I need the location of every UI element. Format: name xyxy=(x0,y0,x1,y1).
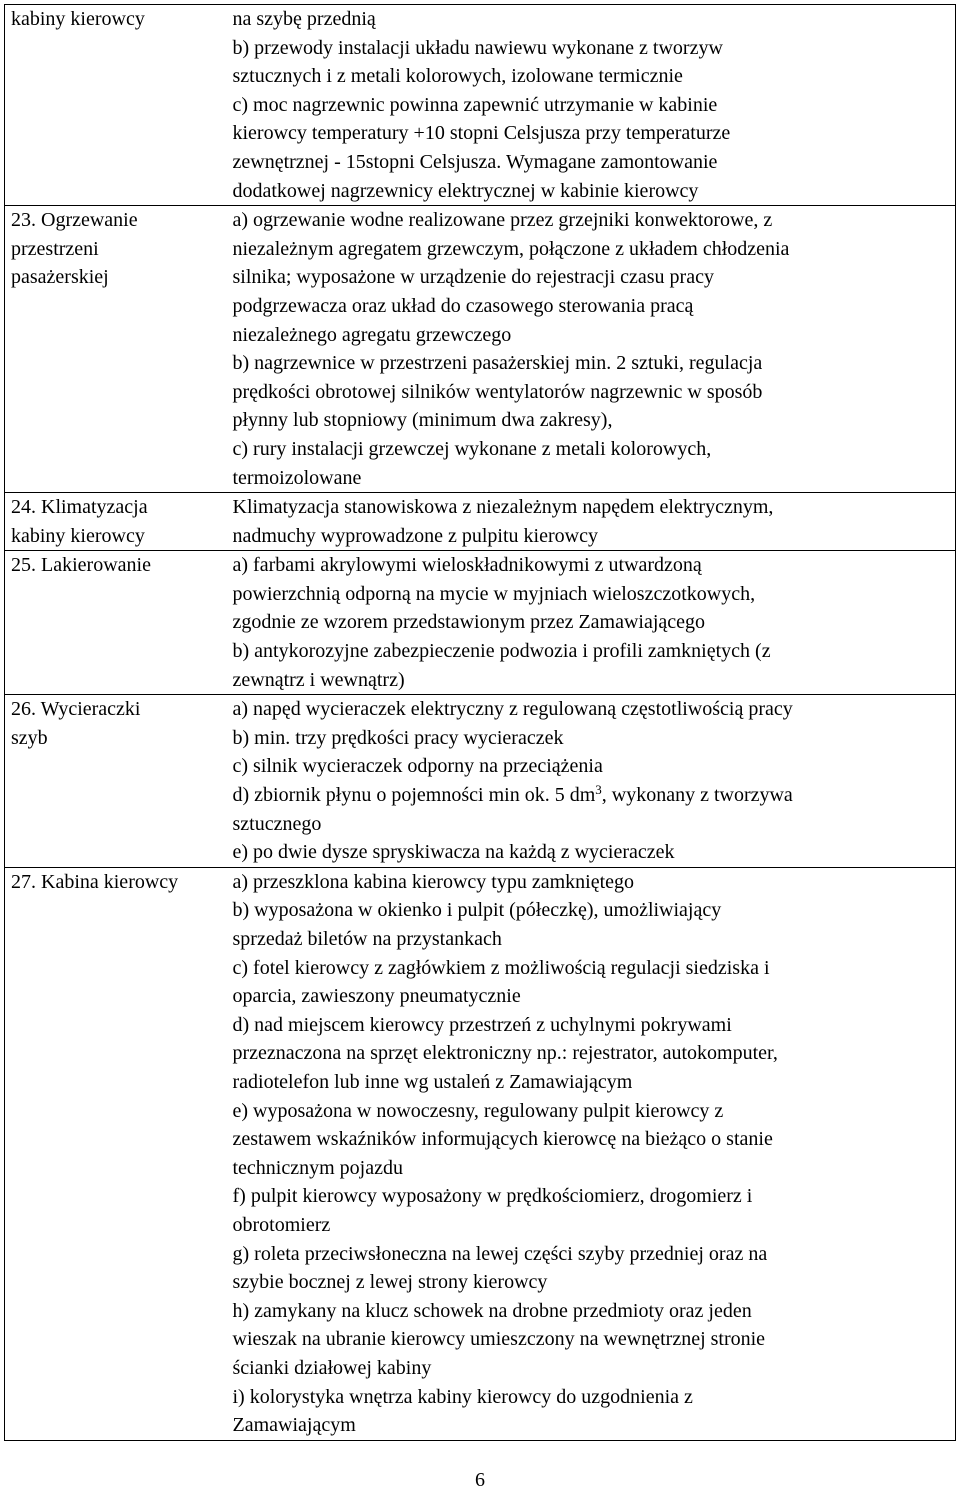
row-label-line: 26. Wycieraczki xyxy=(11,698,141,721)
description-line: a) napęd wycieraczek elektryczny z regulowaną częstotliwością pracy xyxy=(232,698,793,721)
description-line: kierowcy temperatury +10 stopni Celsjusza przy temperaturze xyxy=(232,122,731,145)
row-label-line: kabiny kierowcy xyxy=(11,524,145,547)
row-label-line: 23. Ogrzewanie xyxy=(11,209,138,232)
description-line: niezależnego agregatu grzewczego xyxy=(232,323,512,346)
row-description-cell xyxy=(227,551,956,695)
description-line: b) min. trzy prędkości pracy wycieraczek xyxy=(232,726,564,749)
table-row xyxy=(5,206,956,493)
description-line: b) przewody instalacji układu nawiewu wykonane z tworzyw xyxy=(232,36,723,59)
description-line: e) po dwie dysze spryskiwacza na każdą z wycieraczek xyxy=(232,841,675,864)
description-line: c) rury instalacji grzewczej wykonane z metali kolorowych, xyxy=(232,437,712,460)
description-line: dodatkowej nagrzewnicy elektrycznej w kabinie kierowcy xyxy=(232,179,699,202)
row-label-line: kabiny kierowcy xyxy=(11,8,145,30)
table-row xyxy=(5,551,956,695)
description-text: , wykonany z tworzywa xyxy=(601,784,793,807)
row-label-line: 27. Kabina kierowcy xyxy=(11,870,179,893)
description-line: i) kolorystyka wnętrza kabiny kierowcy do uzgodnienia z xyxy=(232,1385,693,1408)
specification-table xyxy=(4,4,956,1441)
description-line: a) ogrzewanie wodne realizowane przez grzejniki konwektorowe, z xyxy=(232,209,773,232)
description-line: a) farbami akrylowymi wieloskładnikowymi z utwardzoną xyxy=(232,554,702,577)
description-line: Zamawiającym xyxy=(232,1414,356,1437)
row-description-cell xyxy=(227,206,956,493)
table-row xyxy=(5,867,956,1440)
description-line: zewnętrznej - 15stopni Celsjusza. Wymagane zamontowanie xyxy=(232,150,718,173)
row-label-cell xyxy=(5,493,227,551)
description-line: sztucznego xyxy=(232,812,322,835)
description-line: nadmuchy wyprowadzone z pulpitu kierowcy xyxy=(232,524,598,547)
table-row xyxy=(5,493,956,551)
description-line: c) silnik wycieraczek odporny na przeciążenia xyxy=(232,755,603,778)
description-line: prędkości obrotowej silników wentylatorów nagrzewnic w sposób xyxy=(232,380,763,403)
page-number: 6 xyxy=(475,1469,485,1491)
description-line: na szybę przednią xyxy=(232,8,376,30)
description-line: zestawem wskaźników informujących kierowcę na bieżąco o stanie xyxy=(232,1128,773,1151)
description-line: b) nagrzewnice w przestrzeni pasażerskiej min. 2 sztuki, regulacja xyxy=(232,352,763,375)
description-line: d) nad miejscem kierowcy przestrzeń z uchylnymi pokrywami xyxy=(232,1013,732,1036)
row-label-cell xyxy=(5,867,227,1440)
row-description-cell xyxy=(227,493,956,551)
description-line: obrotomierz xyxy=(232,1213,331,1236)
description-text: d) zbiornik płynu o pojemności min ok. 5 dm xyxy=(232,784,596,807)
description-line: powierzchnią odporną na mycie w myjniach wieloszczotkowych, xyxy=(232,582,756,605)
description-line: podgrzewacza oraz układ do czasowego sterowania pracą xyxy=(232,294,694,317)
row-label-line: przestrzeni xyxy=(11,237,99,260)
description-line: silnika; wyposażone w urządzenie do rejestracji czasu pracy xyxy=(232,266,714,289)
row-label-line: 25. Lakierowanie xyxy=(11,554,151,577)
description-line: płynny lub stopniowy (minimum dwa zakresy), xyxy=(232,409,613,432)
specification-table-body xyxy=(5,5,956,1441)
row-description-cell xyxy=(227,5,956,206)
description-line: radiotelefon lub inne wg ustaleń z Zamawiającym xyxy=(232,1070,633,1093)
table-row xyxy=(5,695,956,868)
description-line: sztucznych i z metali kolorowych, izolowane termicznie xyxy=(232,65,683,88)
description-line: ścianki działowej kabiny xyxy=(232,1356,432,1379)
description-line: niezależnym agregatem grzewczym, połączone z układem chłodzenia xyxy=(232,237,790,260)
description-line xyxy=(233,781,952,810)
row-description-cell xyxy=(227,867,956,1440)
description-line: wieszak na ubranie kierowcy umieszczony na wewnętrznej stronie xyxy=(232,1328,766,1351)
description-line: sprzedaż biletów na przystankach xyxy=(232,928,502,950)
description-line: przeznaczona na sprzęt elektroniczny np.: rejestrator, autokomputer, xyxy=(232,1042,778,1065)
row-label-line: pasażerskiej xyxy=(11,266,109,289)
row-label-cell xyxy=(5,206,227,493)
description-line: technicznym pojazdu xyxy=(232,1156,403,1179)
description-line: b) wyposażona w okienko i pulpit (półeczkę), umożliwiający xyxy=(232,899,722,922)
description-line: c) moc nagrzewnic powinna zapewnić utrzymanie w kabinie xyxy=(232,93,718,116)
description-line: oparcia, zawieszony pneumatycznie xyxy=(232,985,521,1008)
superscript-exponent: 3 xyxy=(595,782,602,798)
row-label-line: 24. Klimatyzacja xyxy=(11,496,148,519)
description-line: f) pulpit kierowcy wyposażony w prędkościomierz, drogomierz i xyxy=(232,1185,753,1208)
row-description-cell xyxy=(227,695,956,868)
row-label-cell xyxy=(5,5,227,206)
row-label-line: szyb xyxy=(11,726,48,749)
description-line: c) fotel kierowcy z zagłówkiem z możliwością regulacji siedziska i xyxy=(232,956,770,979)
description-line: g) roleta przeciwsłoneczna na lewej części szyby przedniej oraz na xyxy=(232,1242,768,1265)
row-label-cell xyxy=(5,551,227,695)
description-line: zewnątrz i wewnątrz) xyxy=(232,668,405,691)
description-line: szybie bocznej z lewej strony kierowcy xyxy=(232,1271,548,1294)
table-row xyxy=(5,5,956,206)
description-line: e) wyposażona w nowoczesny, regulowany pulpit kierowcy z xyxy=(232,1099,724,1122)
description-line: h) zamykany na klucz schowek na drobne przedmioty oraz jeden xyxy=(232,1299,752,1322)
description-line: Klimatyzacja stanowiskowa z niezależnym napędem elektrycznym, xyxy=(232,496,774,519)
description-line: a) przeszklona kabina kierowcy typu zamkniętego xyxy=(232,870,635,893)
row-label-cell xyxy=(5,695,227,868)
description-line: b) antykorozyjne zabezpieczenie podwozia i profili zamkniętych (z xyxy=(232,640,771,663)
description-line: termoizolowane xyxy=(232,466,362,489)
description-line: zgodnie ze wzorem przedstawionym przez Zamawiającego xyxy=(232,611,706,634)
